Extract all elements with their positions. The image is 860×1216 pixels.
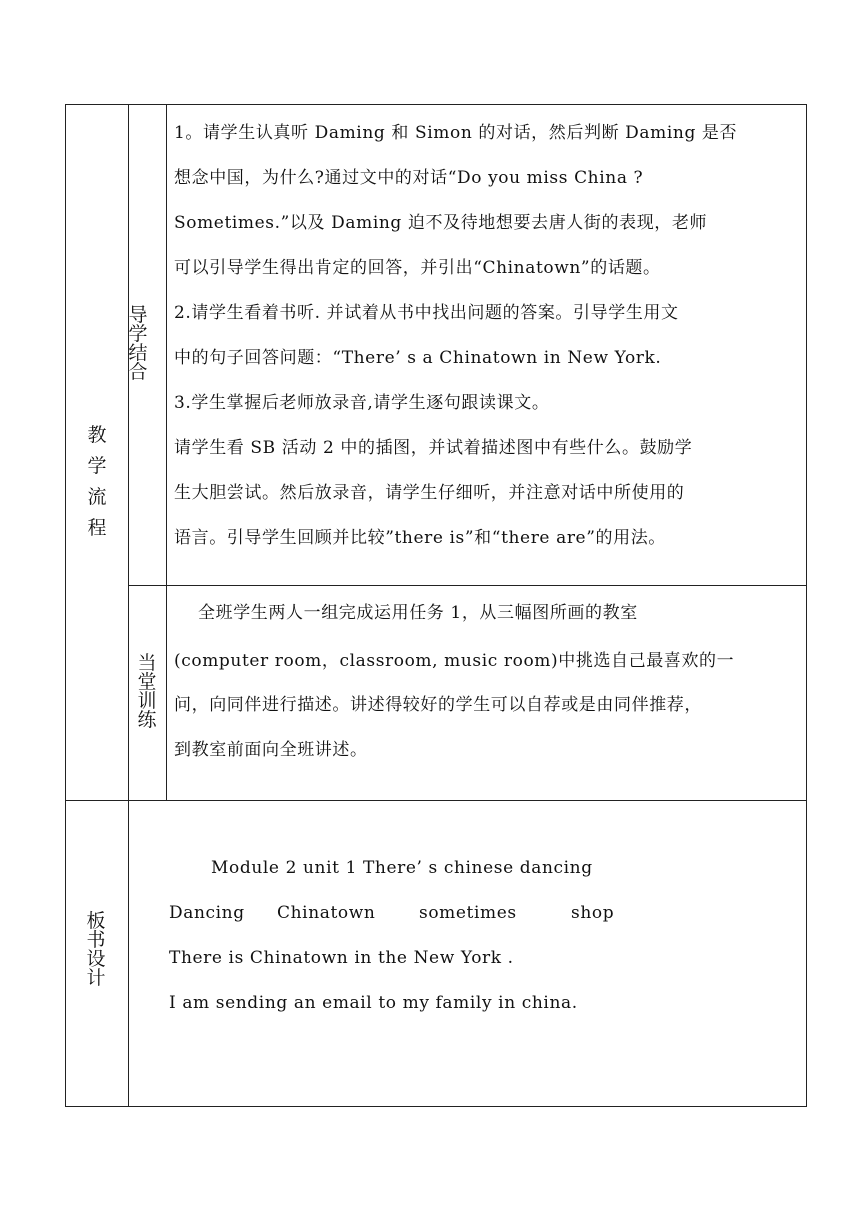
- board-design-content: [168, 858, 798, 1028]
- practice-content: [174, 598, 802, 768]
- guide-line: 3.学生掌握后老师放录音,请学生逐句跟读课文。: [174, 393, 550, 413]
- guide-study-label: [127, 306, 149, 382]
- table-top-border: [65, 104, 807, 105]
- column-divider-1: [128, 104, 129, 1107]
- label-char: 学: [128, 323, 148, 345]
- guide-line: 2.请学生看着书听. 并试着从书中找出问题的答案。引导学生用文: [174, 303, 679, 323]
- label-char: 堂: [137, 671, 157, 693]
- guide-line: 1。请学生认真听 Daming 和 Simon 的对话，然后判断 Daming 是否: [174, 123, 738, 143]
- label-char: 流: [87, 486, 107, 508]
- guide-line: 生大胆尝试。然后放录音，请学生仔细听，并注意对话中所使用的: [174, 483, 685, 503]
- practice-line: 全班学生两人一组完成运用任务 1，从三幅图所画的教室: [198, 603, 638, 623]
- board-sentence: I am sending an email to my family in china.: [169, 993, 578, 1013]
- label-char: 教: [87, 424, 107, 446]
- label-char: 计: [86, 967, 106, 989]
- column-divider-2: [166, 104, 167, 801]
- vocab-word: Dancing: [169, 903, 245, 923]
- label-char: 当: [137, 652, 157, 674]
- label-char: 板: [86, 910, 106, 932]
- practice-top-border: [128, 585, 807, 586]
- board-design-label: [85, 912, 107, 988]
- vocab-word: sometimes: [419, 903, 517, 923]
- table-left-border: [65, 104, 66, 1107]
- board-top-border: [65, 800, 807, 801]
- label-char: 结: [128, 342, 148, 364]
- table-bottom-border: [65, 1106, 807, 1107]
- guide-line: 请学生看 SB 活动 2 中的插图，并试着描述图中有些什么。鼓励学: [174, 438, 693, 458]
- practice-line: 到教室前面向全班讲述。: [174, 740, 368, 760]
- label-char: 导: [128, 304, 148, 326]
- guide-line: 想念中国，为什么?通过文中的对话“Do you miss China ?: [174, 168, 644, 188]
- vocab-word: shop: [571, 903, 615, 923]
- vocab-word: Chinatown: [277, 903, 376, 923]
- practice-line: (computer room，classroom, music room)中挑选自己最喜欢的一: [174, 651, 735, 671]
- label-char: 学: [87, 455, 107, 477]
- guide-study-content: [174, 118, 802, 558]
- label-char: 合: [128, 361, 148, 383]
- board-vocabulary: [169, 903, 614, 923]
- practice-line: 问，向同伴进行描述。讲述得较好的学生可以自荐或是由同伴推荐，: [174, 695, 702, 715]
- label-char: 练: [137, 709, 157, 731]
- guide-line: 中的句子回答问题：“There’ s a Chinatown in New York.: [174, 348, 662, 368]
- teaching-process-label: [84, 426, 110, 538]
- label-char: 训: [137, 690, 157, 712]
- label-char: 设: [86, 948, 106, 970]
- in-class-practice-label: [136, 654, 158, 730]
- guide-line: Sometimes.”以及 Daming 迫不及待地想要去唐人街的表现，老师: [174, 213, 708, 233]
- board-title: Module 2 unit 1 There’ s chinese dancing: [211, 858, 593, 878]
- label-char: 程: [87, 517, 107, 539]
- label-char: 书: [86, 929, 106, 951]
- board-sentence: There is Chinatown in the New York .: [169, 948, 514, 968]
- table-right-border: [806, 104, 807, 1107]
- guide-line: 语言。引导学生回顾并比较”there is”和“there are”的用法。: [174, 528, 666, 548]
- guide-line: 可以引导学生得出肯定的回答，并引出“Chinatown”的话题。: [174, 258, 661, 278]
